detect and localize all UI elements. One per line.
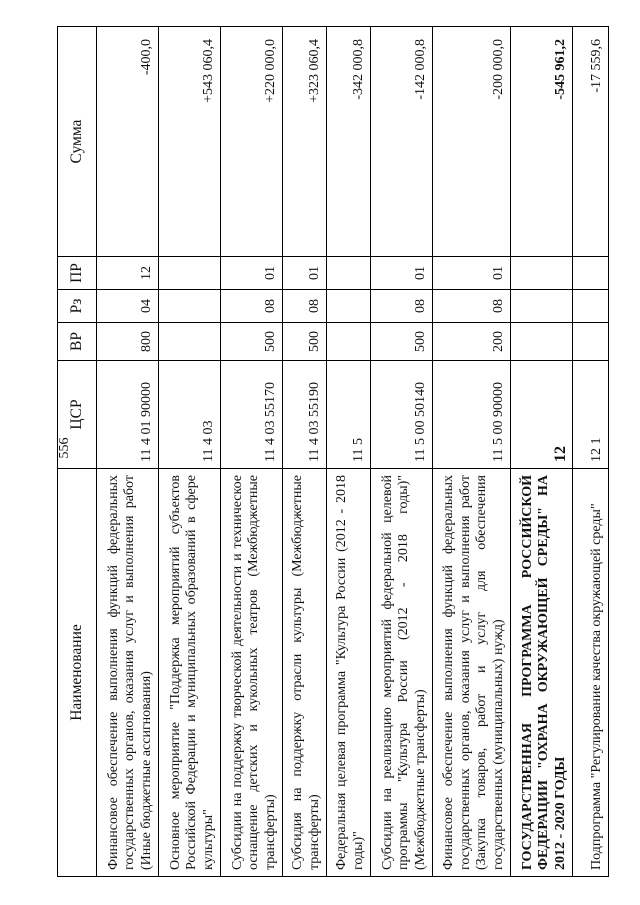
- row-sum: +323 060,4: [283, 27, 327, 257]
- row-vr: [511, 323, 573, 361]
- row-csr: 11 5 00 50140: [371, 361, 433, 469]
- row-pr: 01: [283, 257, 327, 290]
- row-name: Субсидии на поддержку творческой деятельности и техническое оснащение детских и кукольных театров (Межбюджетные трансферты): [221, 469, 283, 877]
- table-row: [327, 27, 371, 877]
- row-csr: 12 1: [573, 361, 609, 469]
- row-vr: [327, 323, 371, 361]
- row-sum: +543 060,4: [159, 27, 221, 257]
- rotated-page-content: [57, 27, 609, 877]
- table-row: [511, 27, 573, 877]
- table-row: [433, 27, 511, 877]
- row-name: Финансовое обеспечение выполнения функций федеральных государственных органов, оказания услуг и выполнения работ (Иные бюджетные ассигнования): [97, 469, 159, 877]
- table-row: [97, 27, 159, 877]
- header-sum: Сумма: [58, 27, 97, 257]
- row-sum: +220 000,0: [221, 27, 283, 257]
- row-vr: 200: [433, 323, 511, 361]
- header-vr: ВР: [58, 323, 97, 361]
- row-sum: -17 559,6: [573, 27, 609, 257]
- table-row: [159, 27, 221, 877]
- table-row: [221, 27, 283, 877]
- row-name: Подпрограмма "Регулирование качества окружающей среды": [573, 469, 609, 877]
- row-csr: 12: [511, 361, 573, 469]
- row-pr: [327, 257, 371, 290]
- table-row: [573, 27, 609, 877]
- row-csr: 11 4 01 90000: [97, 361, 159, 469]
- row-name: ГОСУДАРСТВЕННАЯ ПРОГРАММА РОССИЙСКОЙ ФЕДЕРАЦИИ "ОХРАНА ОКРУЖАЮЩЕЙ СРЕДЫ" НА 2012 - 2020 ГОДЫ: [511, 469, 573, 877]
- row-vr: [159, 323, 221, 361]
- header-csr: ЦСР: [58, 361, 97, 469]
- row-vr: 500: [371, 323, 433, 361]
- header-rz: Рз: [58, 290, 97, 323]
- row-pr: [573, 257, 609, 290]
- row-sum: -342 000,8: [327, 27, 371, 257]
- row-sum: -142 000,8: [371, 27, 433, 257]
- table-header-row: [58, 27, 97, 877]
- row-sum: -200 000,0: [433, 27, 511, 257]
- row-pr: 01: [221, 257, 283, 290]
- row-rz: 04: [97, 290, 159, 323]
- row-pr: [511, 257, 573, 290]
- row-rz: [511, 290, 573, 323]
- row-name: Федеральная целевая программа "Культура России (2012 - 2018 годы)": [327, 469, 371, 877]
- row-rz: [573, 290, 609, 323]
- row-sum: -400,0: [97, 27, 159, 257]
- row-pr: 12: [97, 257, 159, 290]
- row-rz: [159, 290, 221, 323]
- budget-table: [57, 26, 609, 877]
- row-rz: 08: [283, 290, 327, 323]
- row-csr: 11 4 03: [159, 361, 221, 469]
- table-row: [371, 27, 433, 877]
- row-vr: [573, 323, 609, 361]
- row-name: Субсидии на реализацию мероприятий федеральной целевой программы "Культура России (2012 - 2018 годы)" (Межбюджетные трансферты): [371, 469, 433, 877]
- row-name: Финансовое обеспечение выполнения функций федеральных государственных органов, оказания услуг и выполнения работ (Закупка товаров, работ и услуг для обеспечения государственных (муниципальных) нужд): [433, 469, 511, 877]
- header-name: Наименование: [58, 469, 97, 877]
- page-number: 556: [57, 437, 72, 459]
- row-csr: 11 4 03 55170: [221, 361, 283, 469]
- row-rz: [327, 290, 371, 323]
- table-row: [283, 27, 327, 877]
- row-pr: 01: [433, 257, 511, 290]
- row-csr: 11 5: [327, 361, 371, 469]
- row-vr: 800: [97, 323, 159, 361]
- header-pr: ПР: [58, 257, 97, 290]
- row-rz: 08: [433, 290, 511, 323]
- row-vr: 500: [221, 323, 283, 361]
- row-rz: 08: [371, 290, 433, 323]
- row-pr: [159, 257, 221, 290]
- row-vr: 500: [283, 323, 327, 361]
- row-csr: 11 5 00 90000: [433, 361, 511, 469]
- row-rz: 08: [221, 290, 283, 323]
- row-csr: 11 4 03 55190: [283, 361, 327, 469]
- row-sum: -545 961,2: [511, 27, 573, 257]
- row-pr: 01: [371, 257, 433, 290]
- row-name: Субсидия на поддержку отрасли культуры (Межбюджетные трансферты): [283, 469, 327, 877]
- row-name: Основное мероприятие "Поддержка мероприятий субъектов Российской Федерации и муниципальных образований в сфере культуры": [159, 469, 221, 877]
